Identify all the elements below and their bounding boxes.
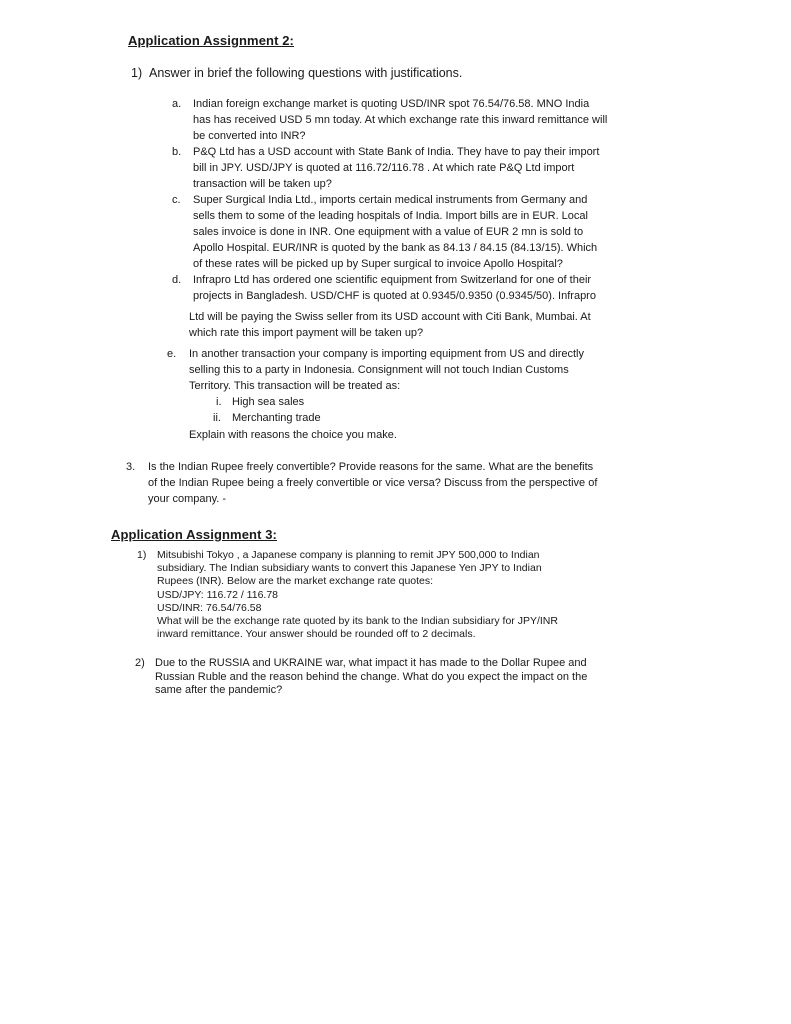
a3-question-1-text [157,549,558,641]
item-e-text [189,346,584,394]
item-c-line: Super Surgical India Ltd., imports certain medical instruments from Germany and [193,194,588,206]
item-d-marker: d. [172,274,182,286]
a3-question-1-line: Mitsubishi Tokyo , a Japanese company is planning to remit JPY 500,000 to Indian [157,549,540,561]
a3-question-2-line: Russian Ruble and the reason behind the change. What do you expect the impact on the [155,670,588,683]
question-1-title: Answer in brief the following questions with justifications. [149,66,463,80]
item-b-line: transaction will be taken up? [193,178,332,190]
a3-question-2-line: same after the pandemic? [155,684,283,696]
question-3-text [148,459,597,507]
item-d-line: projects in Bangladesh. USD/CHF is quoted at 0.9345/0.9350 (0.9345/50). Infrapro [193,290,596,302]
item-a-text [193,96,607,144]
item-c-line: Apollo Hospital. EUR/INR is quoted by the bank as 84.13 / 84.15 (84.13/15). Which [193,242,598,254]
item-e-closing: Explain with reasons the choice you make. [189,429,397,441]
item-e-marker: e. [167,348,177,360]
a3-question-2-text [155,657,587,698]
item-b-marker: b. [172,146,182,158]
item-d-continuation [189,309,591,341]
item-c-text [193,192,597,272]
item-e-line: In another transaction your company is importing equipment from US and directly [189,348,584,360]
a3-question-1-number: 1) [137,549,147,561]
question-3-line: of the Indian Rupee being a freely convertible or vice versa? Discuss from the perspective of [148,477,598,489]
question-3-number: 3. [126,461,136,473]
item-d-line: which rate this import payment will be taken up? [189,327,424,339]
a3-question-1-line: USD/INR: 76.54/76.58 [157,601,262,614]
item-c-line: of these rates will be picked up by Super surgical to invoice Apollo Hospital? [193,258,563,270]
item-c-marker: c. [172,194,181,206]
question-3-line: your company. - [148,493,227,505]
option-i-marker: i. [216,396,222,408]
a3-question-1-line: subsidiary. The Indian subsidiary wants to convert this Japanese Yen JPY to Indian [157,562,542,575]
item-c-line: sales invoice is done in INR. One equipment with a value of EUR 2 mn is sold to [193,226,584,238]
option-i-text: High sea sales [232,396,305,408]
item-d-line: Infrapro Ltd has ordered one scientific equipment from Switzerland for one of their [193,274,592,286]
item-a-line: be converted into INR? [193,130,306,142]
item-a-line: Indian foreign exchange market is quoting USD/INR spot 76.54/76.58. MNO India [193,98,590,110]
a3-question-1-line: USD/JPY: 116.72 / 116.78 [157,588,279,601]
item-d-text [193,272,596,304]
item-a-marker: a. [172,98,182,110]
item-e-line: selling this to a party in Indonesia. Consignment will not touch Indian Customs [189,364,569,376]
item-e-line: Territory. This transaction will be treated as: [189,380,401,392]
a3-question-1-line: What will be the exchange rate quoted by its bank to the Indian subsidiary for JPY/INR [157,615,558,628]
option-ii-marker: ii. [213,412,221,424]
item-b-line: P&Q Ltd has a USD account with State Bank of India. They have to pay their import [193,146,600,158]
assignment-3-heading: Application Assignment 3: [111,527,277,542]
question-3-line: Is the Indian Rupee freely convertible? Provide reasons for the same. What are the benefits [148,461,594,473]
question-1-number: 1) [131,66,143,80]
item-a-line: has has received USD 5 mn today. At which exchange rate this inward remittance will [193,114,608,126]
a3-question-1-line: inward remittance. Your answer should be rounded off to 2 decimals. [157,628,476,641]
item-b-line: bill in JPY. USD/JPY is quoted at 116.72/116.78 . At which rate P&Q Ltd import [193,162,575,174]
a3-question-2-line: Due to the RUSSIA and UKRAINE war, what impact it has made to the Dollar Rupee and [155,657,587,669]
item-b-text [193,144,599,192]
item-d-line: Ltd will be paying the Swiss seller from its USD account with Citi Bank, Mumbai. At [189,311,591,323]
item-c-line: sells them to some of the leading hospitals of India. Import bills are in EUR. Local [193,210,588,222]
option-ii-text: Merchanting trade [232,412,321,424]
assignment-2-heading: Application Assignment 2: [128,33,294,48]
a3-question-2-number: 2) [135,657,145,669]
a3-question-1-line: Rupees (INR). Below are the market exchange rate quotes: [157,575,434,588]
